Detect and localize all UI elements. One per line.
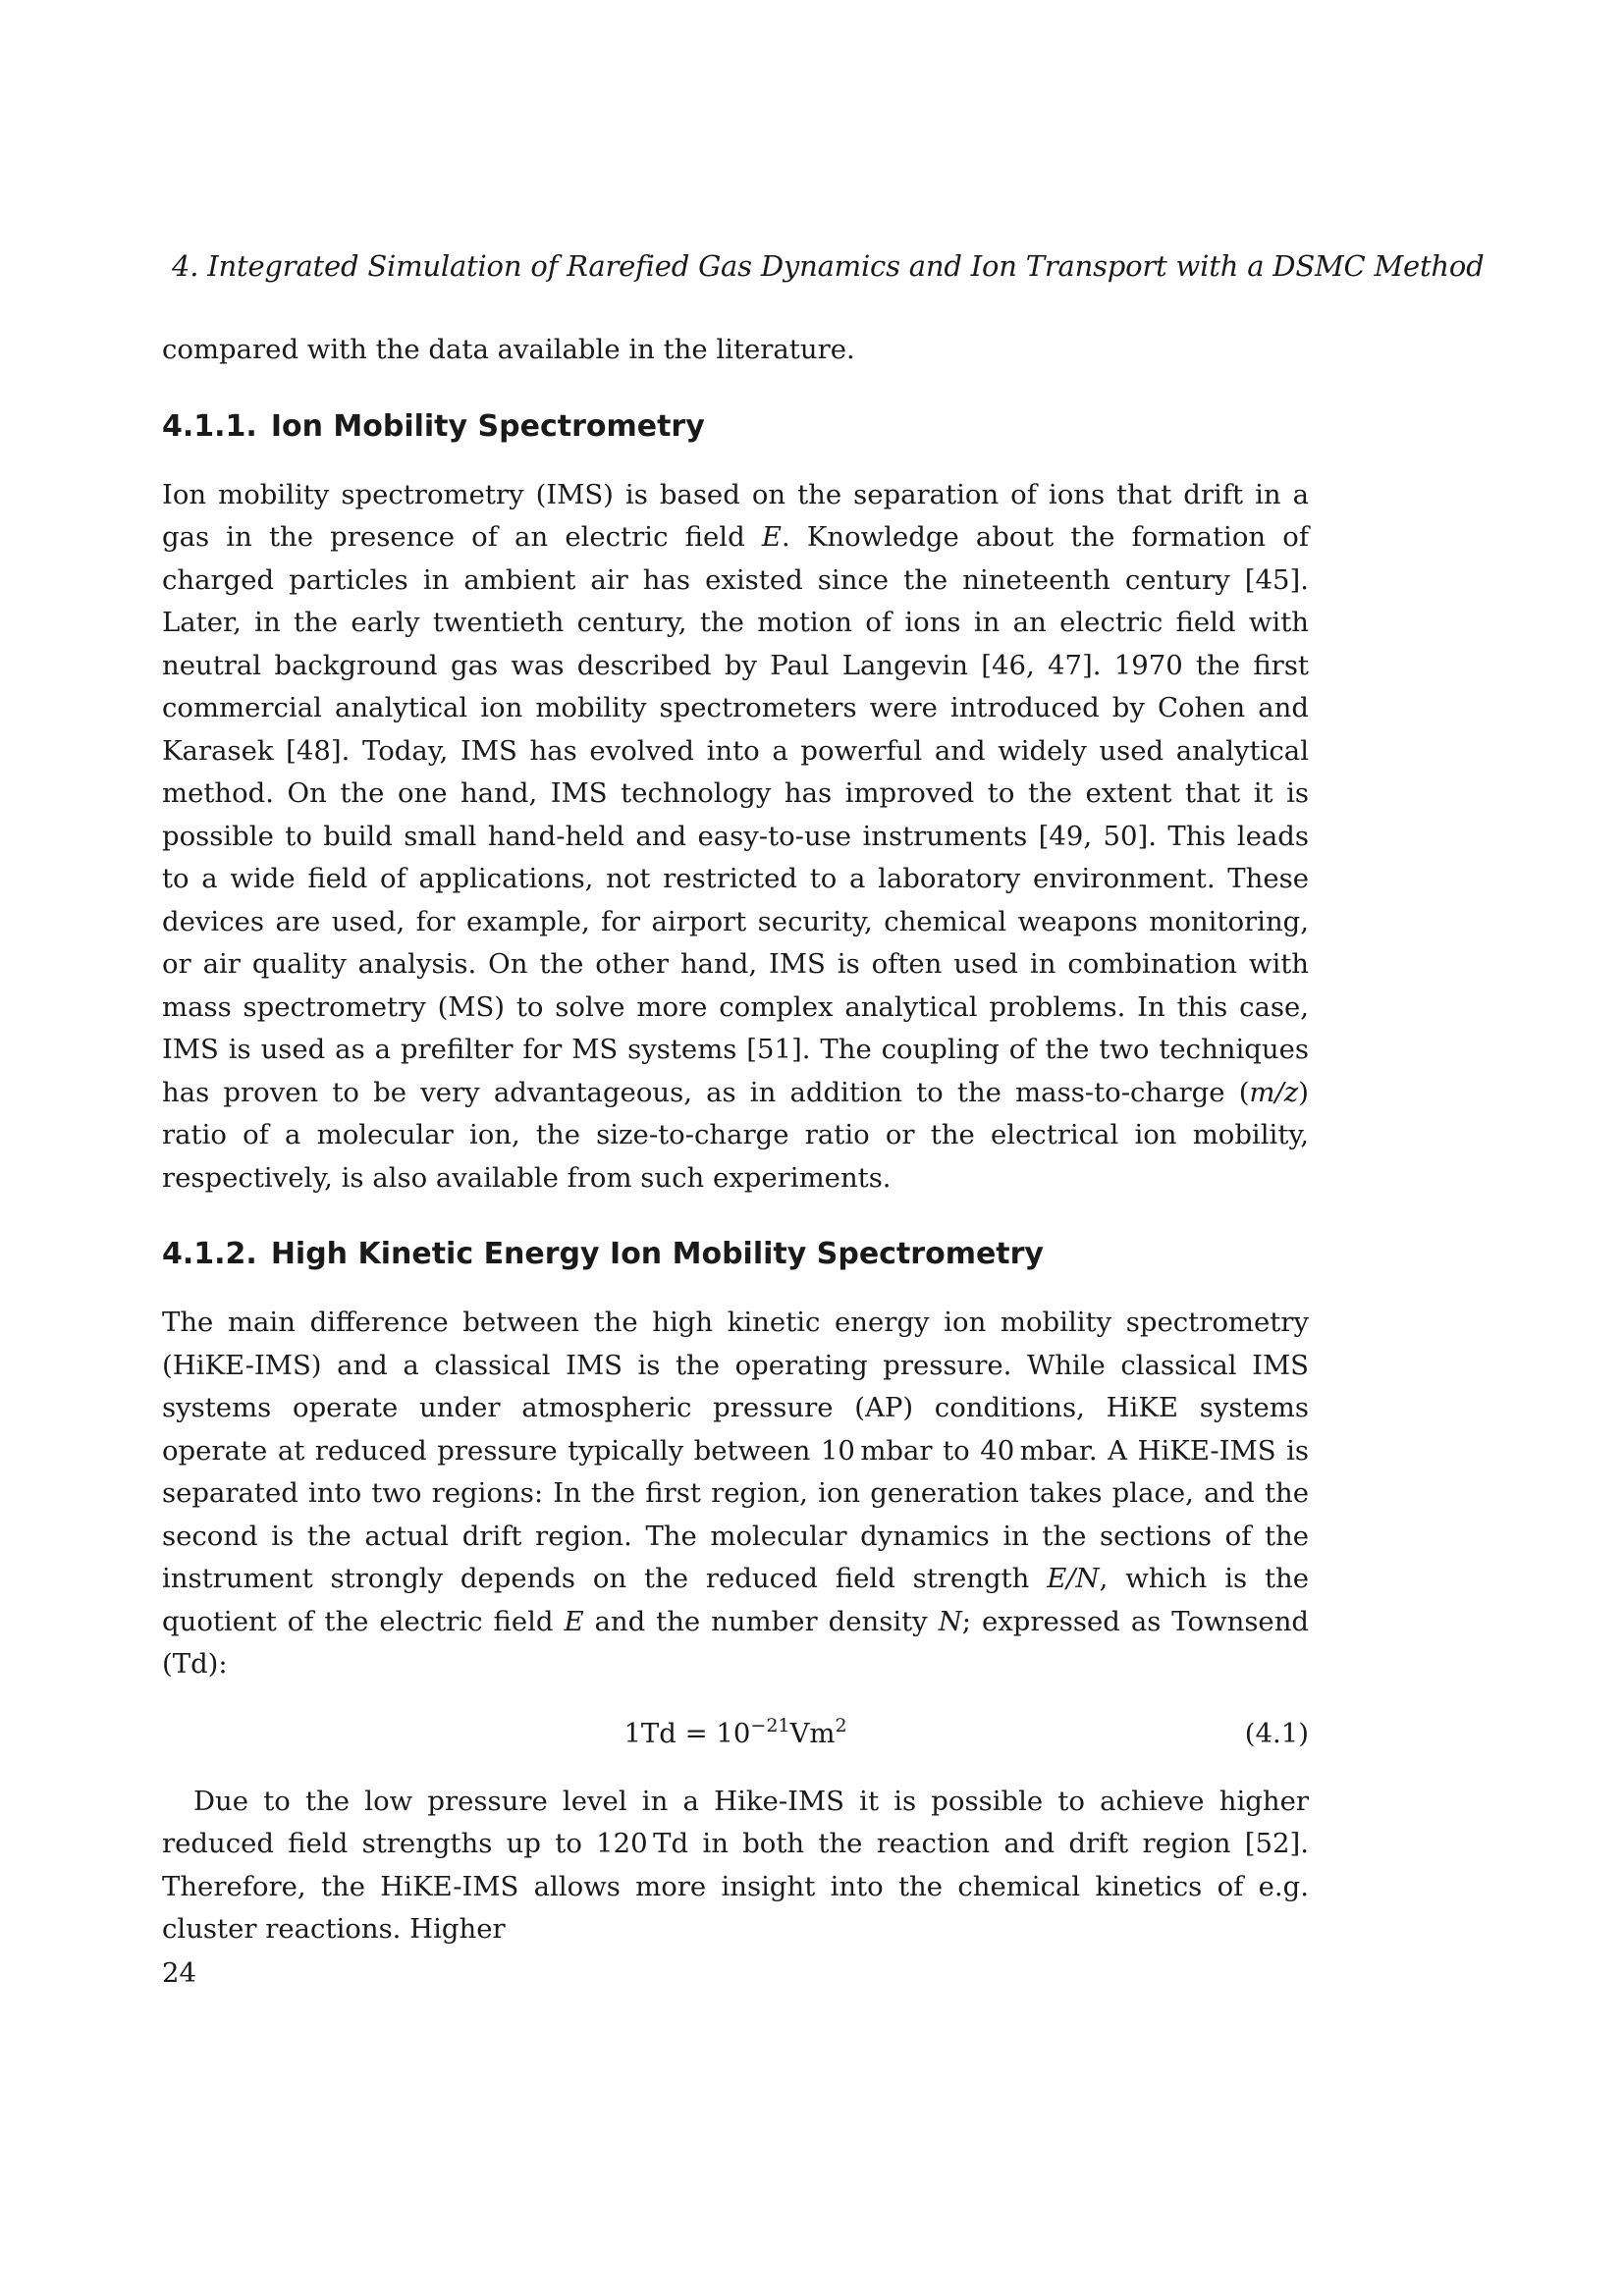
math-symbol: m/z bbox=[1249, 1076, 1299, 1108]
equation-unit-exponent: 2 bbox=[835, 1714, 847, 1736]
intro-continuation: compared with the data available in the literature. bbox=[162, 334, 855, 365]
math-symbol: N bbox=[938, 1605, 962, 1637]
equation-townsend bbox=[162, 1712, 1309, 1755]
section-number: 4.1.1. bbox=[162, 408, 257, 444]
equation-unit: Vm bbox=[789, 1717, 836, 1749]
text-run: ) ratio of a molecular ion, the size-to-charge ratio or the electrical ion mobility, respectively, is also available from such experiments. bbox=[162, 1076, 1309, 1194]
text-run: Ion mobility spectrometry (IMS) is based on the separation of ions that drift in a gas in the presence of an electric field bbox=[162, 478, 1309, 553]
equation-body bbox=[162, 1712, 1309, 1755]
text-run: , which is the quotient of the electric field bbox=[162, 1563, 1310, 1637]
page-number: 24 bbox=[162, 1957, 196, 1989]
equation-number: (4.1) bbox=[1244, 1717, 1309, 1749]
section-heading-ims bbox=[162, 407, 1309, 447]
math-symbol: E bbox=[761, 521, 782, 553]
text-run: and the number density bbox=[583, 1605, 939, 1637]
math-symbol: E/N bbox=[1047, 1563, 1100, 1594]
section-title: Ion Mobility Spectrometry bbox=[270, 408, 705, 444]
text-run: . Knowledge about the formation of charged particles in ambient air has existed since the nineteenth century [45]. Later, in the early twentieth century, the motion of ions in an electric field with neutral background gas was described by Paul Langevin [46, 47]. 1970 the first commercial analytical ion mobility spectrometers were introduced by Cohen and Karasek [48]. Today, IMS has evolved into a powerful and widely used analytical method. On the one hand, IMS technology has improved to the extent that it is possible to build small hand-held and easy-to-use instruments [49, 50]. This leads to a wide field of applications, not restricted to a laboratory environment. These devices are used, for example, for airport security, chemical weapons monitoring, or air quality analysis. On the other hand, IMS is often used in combination with mass spectrometry (MS) to solve more complex analytical problems. In this case, IMS is used as a prefilter for MS systems [51]. The coupling of the two techniques has proven to be very advantageous, as in addition to the mass-to-charge ( bbox=[162, 521, 1309, 1108]
math-symbol: E bbox=[564, 1605, 584, 1637]
hike-ims-paragraph-continued: Due to the low pressure level in a Hike-IMS it is possible to achieve higher reduced field strengths up to 120 Td in both the reaction and drift region [52]. Therefore, the HiKE-IMS allows more insight into the chemical kinetics of e.g. cluster reactions. Higher bbox=[162, 1785, 1309, 1945]
text-run: The main difference between the high kinetic energy ion mobility spectrometry (HiKE-IMS) and a classical IMS is the operating pressure. While classical IMS systems operate under atmospheric pressure (AP) conditions, HiKE systems operate at reduced pressure typically between 10 mbar to 40 mbar. A HiKE-IMS is separated into two regions: In the first region, ion generation takes place, and the second is the actual drift region. The molecular dynamics in the sections of the instrument strongly depends on the reduced field strength bbox=[162, 1307, 1309, 1594]
equation-lhs: 1Td = 10 bbox=[623, 1717, 751, 1749]
hike-ims-paragraph bbox=[162, 1302, 1309, 1686]
ims-paragraph bbox=[162, 474, 1309, 1201]
page-body bbox=[162, 329, 1309, 1951]
equation-exponent: −21 bbox=[750, 1714, 790, 1736]
running-header: 4. Integrated Simulation of Rarefied Gas Dynamics and Ion Transport with a DSMC Method bbox=[172, 249, 1485, 283]
section-number: 4.1.2. bbox=[162, 1237, 257, 1271]
section-title: High Kinetic Energy Ion Mobility Spectrometry bbox=[270, 1237, 1044, 1271]
text-run: ; expressed as Townsend (Td): bbox=[162, 1605, 1310, 1680]
section-heading-hike-ims bbox=[162, 1235, 1309, 1274]
